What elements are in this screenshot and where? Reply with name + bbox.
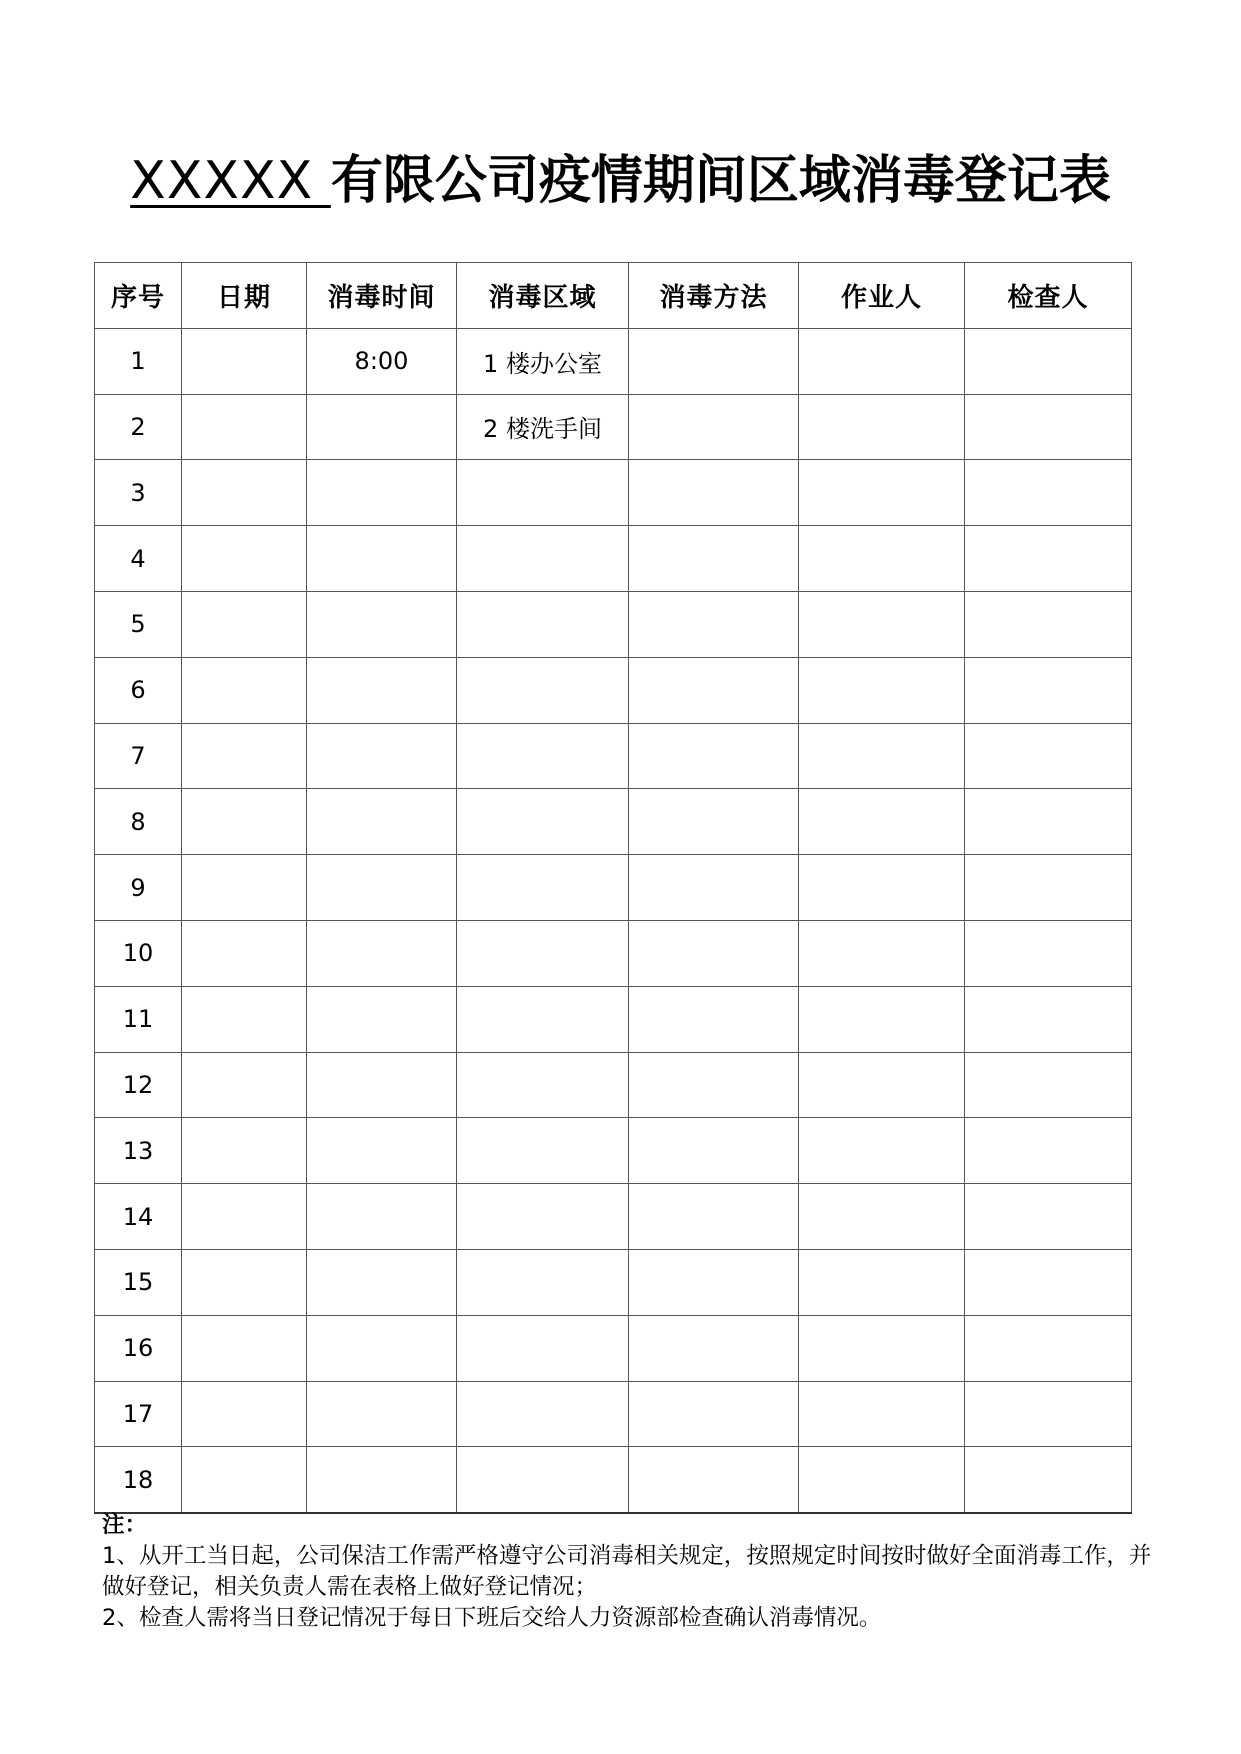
cell-method: [629, 328, 799, 394]
table-row: [95, 1184, 1132, 1250]
cell-time: [307, 723, 457, 789]
header-area: 消毒区域: [457, 263, 629, 329]
cell-method: [629, 855, 799, 921]
cell-method: [629, 920, 799, 986]
cell-inspector: [965, 591, 1132, 657]
disinfection-register-table: [94, 262, 1132, 1514]
table-row: [95, 1315, 1132, 1381]
cell-method: [629, 1315, 799, 1381]
cell-area: [457, 526, 629, 592]
cell-time: [307, 920, 457, 986]
cell-seq: 14: [95, 1184, 182, 1250]
cell-date: [182, 526, 307, 592]
cell-inspector: [965, 1315, 1132, 1381]
cell-seq: 9: [95, 855, 182, 921]
table-row: [95, 920, 1132, 986]
cell-operator: [799, 920, 965, 986]
cell-method: [629, 394, 799, 460]
cell-date: [182, 1447, 307, 1513]
cell-date: [182, 1381, 307, 1447]
cell-inspector: [965, 1118, 1132, 1184]
cell-operator: [799, 789, 965, 855]
cell-area: [457, 789, 629, 855]
cell-seq: 16: [95, 1315, 182, 1381]
cell-operator: [799, 460, 965, 526]
table-row: [95, 1447, 1132, 1513]
cell-inspector: [965, 920, 1132, 986]
header-time: 消毒时间: [307, 263, 457, 329]
cell-method: [629, 789, 799, 855]
cell-inspector: [965, 1249, 1132, 1315]
note-item-2: 2、检查人需将当日登记情况于每日下班后交给人力资源部检查确认消毒情况。: [102, 1605, 882, 1631]
cell-time: [307, 591, 457, 657]
cell-area: [457, 1184, 629, 1250]
cell-seq: 15: [95, 1249, 182, 1315]
cell-area: [457, 986, 629, 1052]
cell-operator: [799, 1184, 965, 1250]
cell-operator: [799, 986, 965, 1052]
table-row: [95, 328, 1132, 394]
cell-inspector: [965, 328, 1132, 394]
cell-operator: [799, 526, 965, 592]
table-row: [95, 789, 1132, 855]
cell-inspector: [965, 723, 1132, 789]
cell-date: [182, 855, 307, 921]
cell-area: [457, 1447, 629, 1513]
cell-seq: 18: [95, 1447, 182, 1513]
cell-time: [307, 1184, 457, 1250]
header-method: 消毒方法: [629, 263, 799, 329]
cell-date: [182, 1249, 307, 1315]
cell-seq: 3: [95, 460, 182, 526]
cell-date: [182, 394, 307, 460]
cell-method: [629, 723, 799, 789]
cell-method: [629, 526, 799, 592]
cell-date: [182, 1184, 307, 1250]
cell-method: [629, 460, 799, 526]
cell-date: [182, 789, 307, 855]
cell-operator: [799, 394, 965, 460]
cell-time: [307, 855, 457, 921]
cell-time: [307, 1118, 457, 1184]
cell-area: [457, 1381, 629, 1447]
cell-operator: [799, 1381, 965, 1447]
cell-date: [182, 986, 307, 1052]
cell-operator: [799, 328, 965, 394]
cell-seq: 13: [95, 1118, 182, 1184]
cell-area: 2 楼洗手间: [457, 394, 629, 460]
cell-area: [457, 1052, 629, 1118]
cell-seq: 4: [95, 526, 182, 592]
cell-operator: [799, 657, 965, 723]
cell-area: [457, 1118, 629, 1184]
cell-date: [182, 920, 307, 986]
table-body: [95, 328, 1132, 1513]
cell-time: [307, 657, 457, 723]
table-row: [95, 394, 1132, 460]
cell-date: [182, 460, 307, 526]
cell-seq: 10: [95, 920, 182, 986]
table-row: [95, 723, 1132, 789]
cell-method: [629, 1118, 799, 1184]
cell-operator: [799, 1447, 965, 1513]
cell-area: [457, 723, 629, 789]
cell-inspector: [965, 394, 1132, 460]
cell-method: [629, 1381, 799, 1447]
cell-area: [457, 657, 629, 723]
title-text: 有限公司疫情期间区域消毒登记表: [330, 151, 1111, 211]
cell-time: [307, 986, 457, 1052]
cell-operator: [799, 1052, 965, 1118]
cell-method: [629, 1447, 799, 1513]
company-name: XXXXX: [130, 151, 331, 211]
cell-time: [307, 1447, 457, 1513]
cell-seq: 17: [95, 1381, 182, 1447]
cell-date: [182, 723, 307, 789]
table-row: [95, 1381, 1132, 1447]
cell-inspector: [965, 1381, 1132, 1447]
cell-seq: 8: [95, 789, 182, 855]
cell-method: [629, 591, 799, 657]
cell-method: [629, 986, 799, 1052]
cell-inspector: [965, 855, 1132, 921]
cell-time: [307, 1249, 457, 1315]
cell-seq: 1: [95, 328, 182, 394]
cell-operator: [799, 723, 965, 789]
cell-date: [182, 1052, 307, 1118]
cell-inspector: [965, 789, 1132, 855]
cell-time: [307, 789, 457, 855]
cell-method: [629, 657, 799, 723]
cell-operator: [799, 591, 965, 657]
table-row: [95, 855, 1132, 921]
cell-time: [307, 1315, 457, 1381]
cell-time: [307, 526, 457, 592]
cell-method: [629, 1249, 799, 1315]
table-row: [95, 526, 1132, 592]
cell-operator: [799, 1249, 965, 1315]
cell-inspector: [965, 1447, 1132, 1513]
cell-time: [307, 460, 457, 526]
cell-method: [629, 1184, 799, 1250]
cell-date: [182, 591, 307, 657]
cell-area: [457, 855, 629, 921]
note-item-1: 1、从开工当日起，公司保洁工作需严格遵守公司消毒相关规定，按照规定时间按时做好全面消毒工作，并做好登记，相关负责人需在表格上做好登记情况；: [102, 1543, 1152, 1600]
table-row: [95, 591, 1132, 657]
cell-date: [182, 1315, 307, 1381]
page-title: [0, 146, 1241, 216]
header-inspector: 检查人: [965, 263, 1132, 329]
cell-area: [457, 460, 629, 526]
cell-time: [307, 394, 457, 460]
cell-operator: [799, 1315, 965, 1381]
cell-seq: 12: [95, 1052, 182, 1118]
table-row: [95, 460, 1132, 526]
cell-inspector: [965, 460, 1132, 526]
cell-seq: 6: [95, 657, 182, 723]
notes-section: [102, 1510, 1162, 1634]
cell-seq: 5: [95, 591, 182, 657]
table-row: [95, 986, 1132, 1052]
cell-seq: 11: [95, 986, 182, 1052]
cell-date: [182, 1118, 307, 1184]
cell-area: [457, 1315, 629, 1381]
cell-area: [457, 920, 629, 986]
cell-seq: 7: [95, 723, 182, 789]
cell-method: [629, 1052, 799, 1118]
header-date: 日期: [182, 263, 307, 329]
cell-date: [182, 657, 307, 723]
table-row: [95, 1118, 1132, 1184]
cell-area: [457, 591, 629, 657]
table-row: [95, 1052, 1132, 1118]
cell-seq: 2: [95, 394, 182, 460]
table-header-row: [95, 263, 1132, 329]
table-row: [95, 1249, 1132, 1315]
cell-area: 1 楼办公室: [457, 328, 629, 394]
header-operator: 作业人: [799, 263, 965, 329]
cell-inspector: [965, 1052, 1132, 1118]
notes-heading: 注：: [102, 1512, 148, 1538]
cell-inspector: [965, 526, 1132, 592]
cell-time: [307, 1052, 457, 1118]
cell-operator: [799, 855, 965, 921]
cell-time: 8:00: [307, 328, 457, 394]
cell-operator: [799, 1118, 965, 1184]
cell-area: [457, 1249, 629, 1315]
cell-inspector: [965, 1184, 1132, 1250]
cell-inspector: [965, 657, 1132, 723]
cell-date: [182, 328, 307, 394]
header-seq: 序号: [95, 263, 182, 329]
cell-time: [307, 1381, 457, 1447]
table-row: [95, 657, 1132, 723]
cell-inspector: [965, 986, 1132, 1052]
